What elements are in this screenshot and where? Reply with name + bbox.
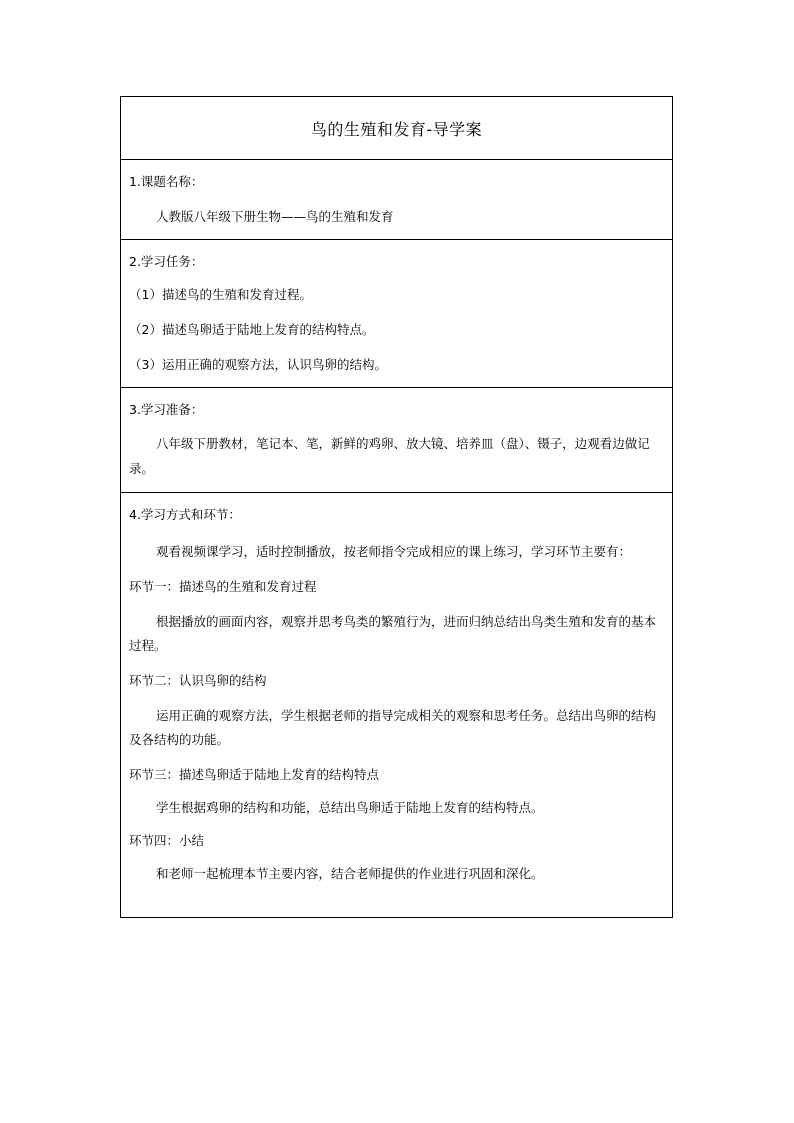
section-2-heading: 2.学习任务： [129, 254, 204, 269]
course-name-text: 人教版八年级下册生物——鸟的生殖和发育 [156, 209, 394, 224]
learning-intro: 观看视频课学习，适时控制播放，按老师指令完成相应的课上练习，学习环节主要有： [156, 544, 632, 559]
task-item: （1）描述鸟的生殖和发育过程。 [129, 287, 312, 302]
section-course-name [121, 160, 672, 240]
step-description: 运用正确的观察方法，学生根据老师的指导完成相关的观察和思考任务。总结出鸟卵的结构及各结构的功能。 [129, 708, 657, 747]
lesson-plan-table [120, 96, 673, 918]
section-4-heading: 4.学习方式和环节： [129, 507, 241, 522]
task-item: （2）描述鸟卵适于陆地上发育的结构特点。 [129, 322, 375, 337]
step-title: 环节二：认识鸟卵的结构 [129, 673, 267, 688]
step-description: 学生根据鸡卵的结构和功能，总结出鸟卵适于陆地上发育的结构特点。 [156, 800, 544, 815]
section-1-heading: 1.课题名称： [129, 174, 204, 189]
step-description: 根据播放的画面内容，观察并思考鸟类的繁殖行为，进而归纳总结出鸟类生殖和发育的基本过程。 [129, 614, 657, 653]
title-row [121, 97, 672, 160]
section-preparation [121, 388, 672, 493]
step-title: 环节四：小结 [129, 833, 205, 848]
step-title: 环节三：描述鸟卵适于陆地上发育的结构特点 [129, 767, 380, 782]
preparation-text: 八年级下册教材，笔记本、笔，新鲜的鸡卵、放大镜、培养皿（盘）、镊子，边观看边做记录。 [129, 436, 650, 476]
section-learning-steps [121, 493, 672, 917]
step-title: 环节一：描述鸟的生殖和发育过程 [129, 579, 317, 594]
step-description: 和老师一起梳理本节主要内容，结合老师提供的作业进行巩固和深化。 [156, 866, 544, 881]
section-3-heading: 3.学习准备： [129, 402, 204, 417]
document-title: 鸟的生殖和发育-导学案 [310, 119, 483, 139]
task-item: （3）运用正确的观察方法，认识鸟卵的结构。 [129, 357, 387, 372]
section-learning-tasks [121, 240, 672, 388]
